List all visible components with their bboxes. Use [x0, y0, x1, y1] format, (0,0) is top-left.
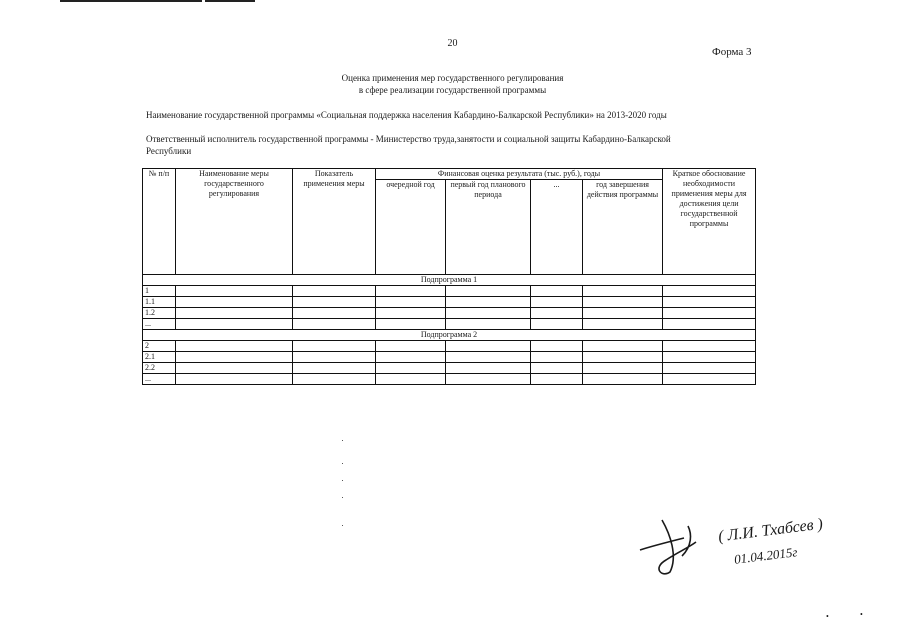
- col-measure-header: Наименование меры государственного регулирования: [176, 169, 293, 275]
- signature-date: 01.04.2015г: [733, 544, 799, 567]
- row-number: 2: [143, 341, 176, 352]
- row-number: 1.1: [143, 297, 176, 308]
- table-row: [143, 297, 756, 308]
- scan-speck: [342, 525, 343, 526]
- table-row: [143, 363, 756, 374]
- table-row: [143, 319, 756, 330]
- subprogram-2-header: Подпрограмма 2: [143, 330, 756, 341]
- scan-speck: [342, 440, 343, 441]
- row-number: 2.2: [143, 363, 176, 374]
- col-justification-header: Краткое обоснование необходимости применения меры для достижения цели государственной программы: [663, 169, 756, 275]
- program-name: Наименование государственной программы «Социальная поддержка населения Кабардино-Балкарской Республики» на 2013-2020 годы: [146, 110, 667, 120]
- document-title: [0, 72, 905, 96]
- row-number: 1.2: [143, 308, 176, 319]
- col-financial-group-header: Финансовая оценка результата (тыс. руб.), годы: [376, 169, 663, 180]
- scan-mark: •: [860, 610, 863, 619]
- col-indicator-header: Показатель применения меры: [293, 169, 376, 275]
- col-number-header: № п/п: [143, 169, 176, 275]
- col-first-year-header: первый год планового периода: [446, 180, 531, 275]
- row-number: 1: [143, 286, 176, 297]
- regulation-measures-table: [142, 168, 756, 385]
- scan-edge-line: [60, 0, 202, 2]
- row-number: ...: [143, 319, 176, 330]
- scan-speck: [342, 497, 343, 498]
- col-end-year-header: год завершения действия программы: [583, 180, 663, 275]
- table-row: [143, 308, 756, 319]
- table-row: [143, 352, 756, 363]
- table-row: [143, 341, 756, 352]
- subprogram-1-header: Подпрограмма 1: [143, 275, 756, 286]
- page-number: 20: [447, 38, 458, 49]
- col-ellipsis-header: ...: [531, 180, 583, 275]
- scan-mark: •: [826, 612, 829, 621]
- responsible-executor: [146, 133, 756, 157]
- signature-name: ( Л.И. Тхабсев ): [717, 515, 824, 546]
- scan-speck: [342, 480, 343, 481]
- table-row: [143, 286, 756, 297]
- row-number: ...: [143, 374, 176, 385]
- form-label: Форма 3: [712, 46, 752, 58]
- scan-edge-line: [205, 0, 255, 2]
- title-line-2: в сфере реализации государственной программы: [358, 85, 547, 95]
- handwritten-signature: [632, 512, 872, 582]
- responsible-line-2: Республики: [146, 146, 192, 156]
- row-number: 2.1: [143, 352, 176, 363]
- col-next-year-header: очередной год: [376, 180, 446, 275]
- title-line-1: Оценка применения мер государственного регулирования: [341, 73, 564, 83]
- responsible-line-1: Ответственный исполнитель государственной программы - Министерство труда,занятости и социальной защиты Кабардино-Балкарской: [146, 134, 671, 144]
- scan-speck: [342, 463, 343, 464]
- table-row: [143, 374, 756, 385]
